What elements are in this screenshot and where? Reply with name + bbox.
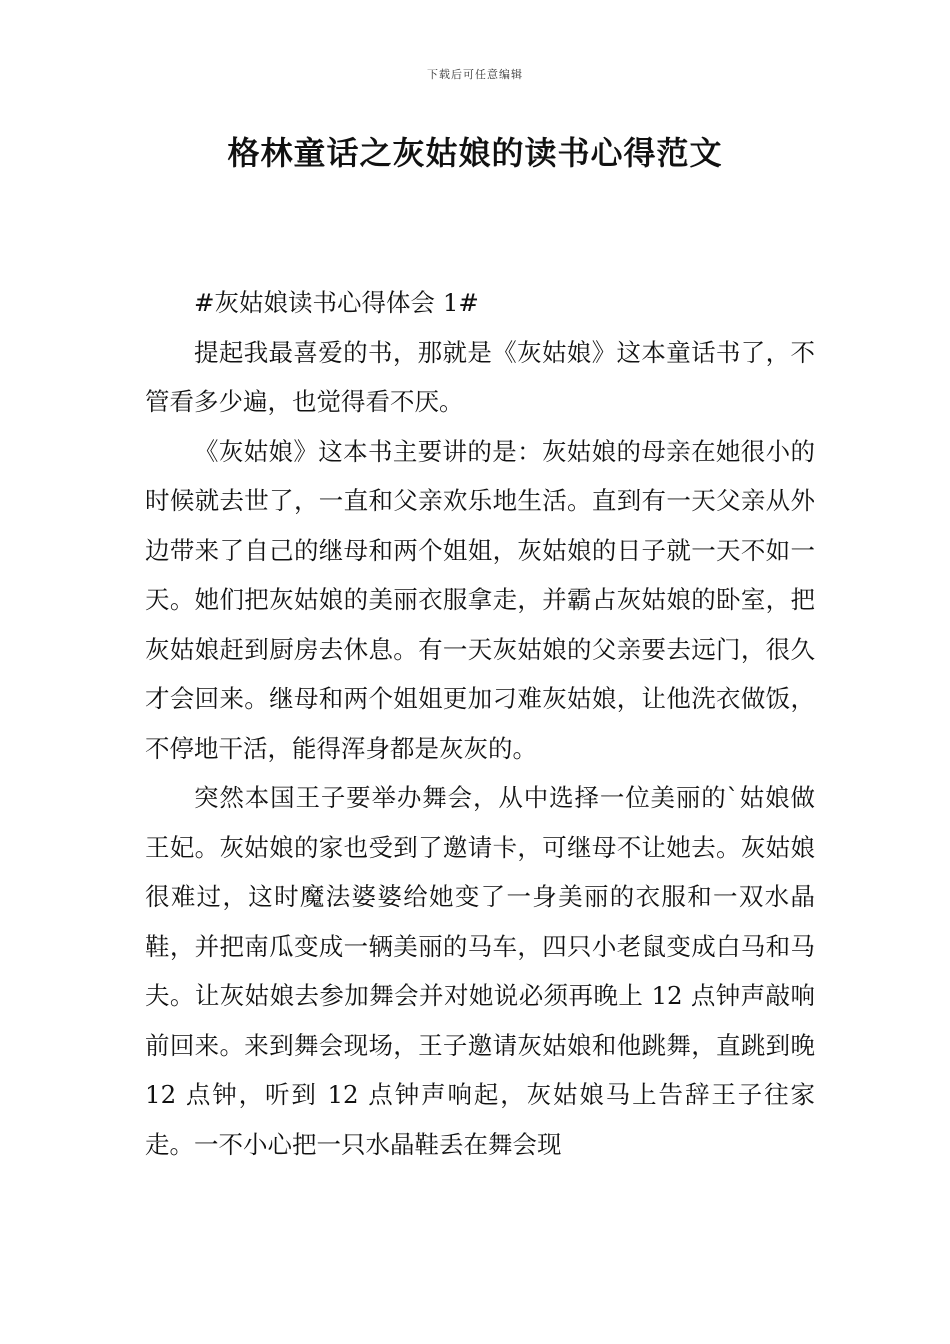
- section-heading: #灰姑娘读书心得体会 1#: [194, 288, 479, 317]
- document-title: 格林童话之灰姑娘的读书心得范文: [227, 134, 723, 172]
- paragraph-1: 提起我最喜爱的书，那就是《灰姑娘》这本童话书了，不管看多少遍，也觉得看不厌。: [145, 337, 815, 416]
- paragraph-3: 突然本国王子要举办舞会，从中选择一位美丽的`姑娘做王妃。灰姑娘的家也受到了邀请卡，可继母不让她去。灰姑娘很难过，这时魔法婆婆给她变了一身美丽的衣服和一双水晶鞋，并把南瓜变成一辆美丽的马车，四只小老鼠变成白马和马夫。让灰姑娘去参加舞会并对她说必须再晚上 12 点钟声敲响前回来。来到舞会现场，王子邀请灰姑娘和他跳舞，直跳到晚 12 点钟，听到 12 点钟声响起，灰姑娘马上告辞王子往家走。一不小心把一只水晶鞋丢在舞会现: [145, 783, 815, 1159]
- document-body: [145, 278, 815, 1169]
- paragraph-2: 《灰姑娘》这本书主要讲的是：灰姑娘的母亲在她很小的时候就去世了，一直和父亲欢乐地生活。直到有一天父亲从外边带来了自己的继母和两个姐姐，灰姑娘的日子就一天不如一天。她们把灰姑娘的美丽衣服拿走，并霸占灰姑娘的卧室，把灰姑娘赶到厨房去休息。有一天灰姑娘的父亲要去远门，很久才会回来。继母和两个姐姐更加刁难灰姑娘，让他洗衣做饭，不停地干活，能得浑身都是灰灰的。: [145, 436, 815, 763]
- header-note: 下载后可任意编辑: [427, 68, 523, 81]
